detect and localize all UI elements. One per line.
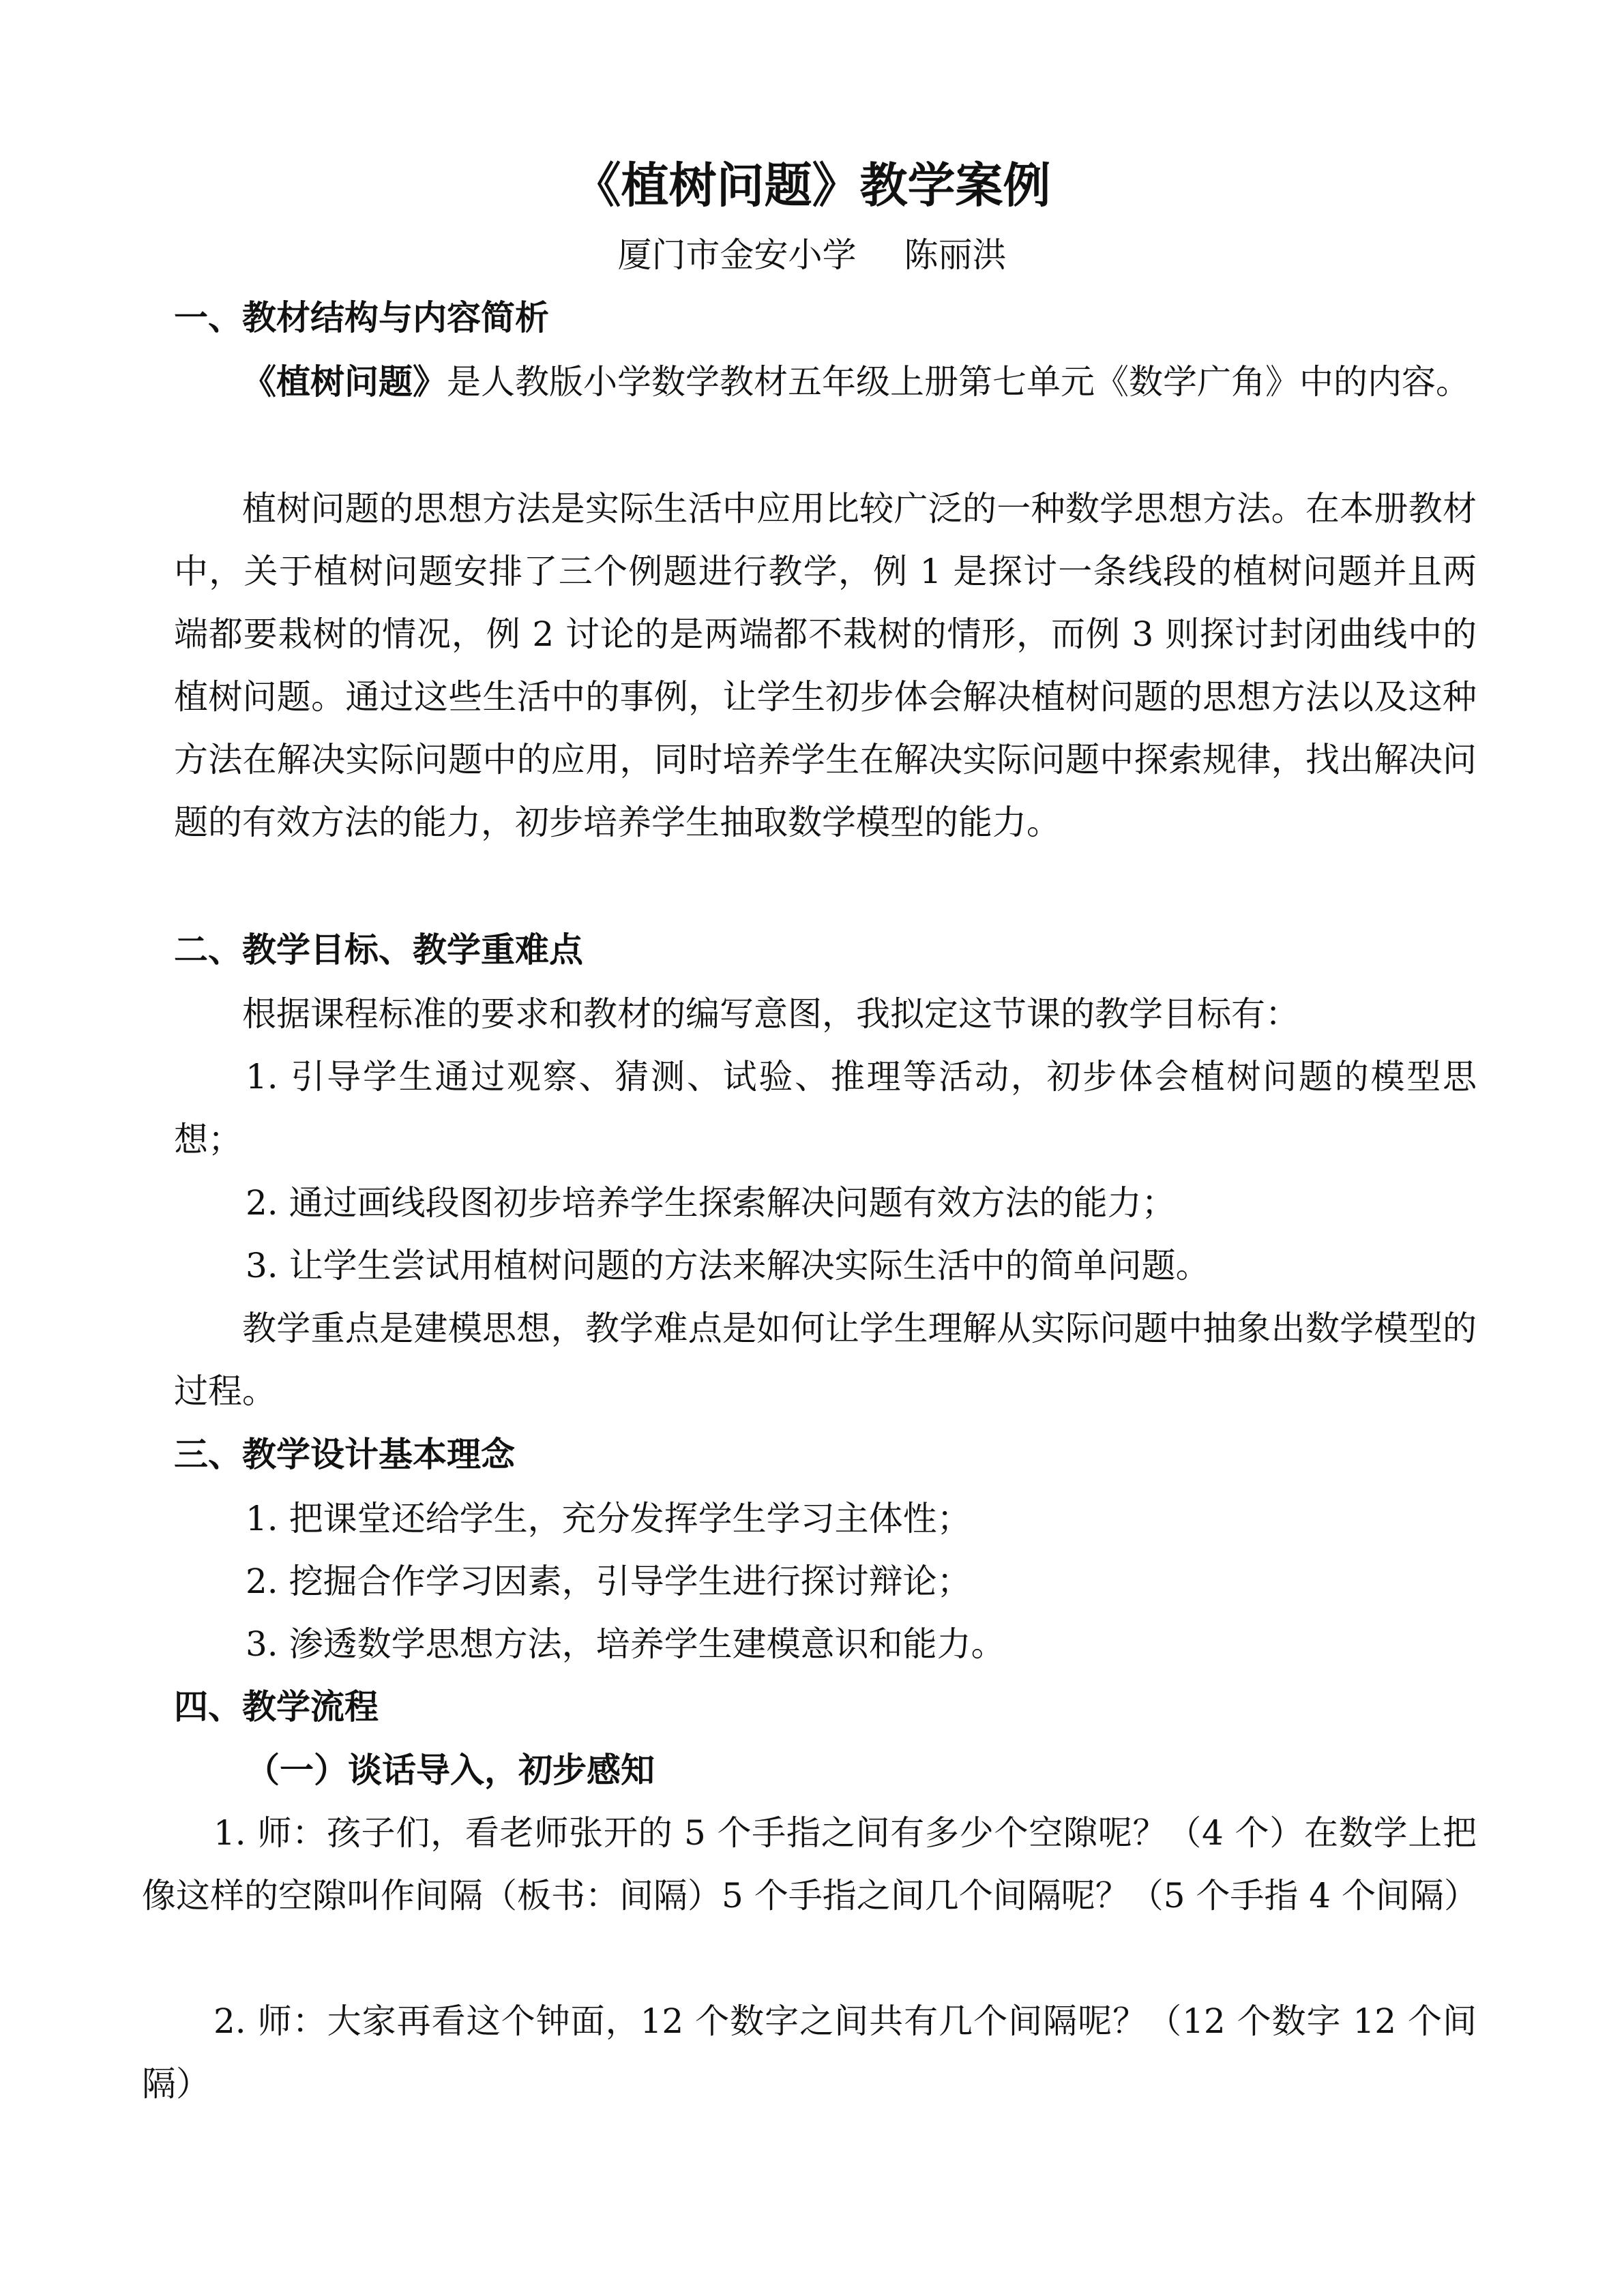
principle-1: 1. 把课堂还给学生，充分发挥学生学习主体性； bbox=[246, 1499, 971, 1538]
section-4-heading: 四、教学流程 bbox=[174, 1687, 379, 1727]
principle-2: 2. 挖掘合作学习因素，引导学生进行探讨辩论； bbox=[246, 1562, 971, 1601]
principle-3: 3. 渗透数学思想方法，培养学生建模意识和能力。 bbox=[246, 1624, 1005, 1664]
author-line bbox=[0, 229, 1624, 281]
subsection-1-heading: （一）谈话导入，初步感知 bbox=[246, 1750, 655, 1790]
section-1-paragraph-2: 植树问题的思想方法是实际生活中应用比较广泛的一种数学思想方法。在本册教材中，关于植树问题安排了三个例题进行教学，例 1 是探讨一条线段的植树问题并且两端都要栽树的情况，例 2 讨论的是两端都不栽树的情形，而例 3 则探讨封闭曲线中的植树问题。通过这些生活中的事例，让学生初步体会解决植树问题的思想方法以及这种方法在解决实际问题中的应用，同时培养学生在解决实际问题中探索规律，找出解决问题的有效方法的能力，初步培养学生抽取数学模型的能力。 bbox=[174, 489, 1477, 842]
goal-2: 2. 通过画线段图初步培养学生探索解决问题有效方法的能力； bbox=[246, 1183, 1176, 1223]
author-name: 陈丽洪 bbox=[904, 235, 1007, 275]
author-school: 厦门市金安小学 bbox=[617, 235, 857, 275]
teaching-step-2: 2. 师：大家再看这个钟面，12 个数字之间共有几个间隔呢？（12 个数字 12 个间隔） bbox=[142, 2001, 1477, 2104]
section-1-paragraph-1-text: 是人教版小学数学教材五年级上册第七单元《数学广角》中的内容。 bbox=[447, 362, 1470, 402]
book-title-bold: 《植树问题》 bbox=[242, 362, 447, 402]
key-points-paragraph: 教学重点是建模思想，教学难点是如何让学生理解从实际问题中抽象出数学模型的过程。 bbox=[174, 1309, 1477, 1411]
section-2-heading: 二、教学目标、教学重难点 bbox=[174, 930, 583, 970]
goal-1: 1. 引导学生通过观察、猜测、试验、推理等活动，初步体会植树问题的模型思想； bbox=[174, 1057, 1477, 1159]
section-1-paragraph-1 bbox=[174, 351, 1477, 413]
document-title: 《植树问题》教学案例 bbox=[573, 158, 1051, 213]
section-2-intro: 根据课程标准的要求和教材的编写意图，我拟定这节课的教学目标有： bbox=[242, 994, 1299, 1034]
section-1-heading: 一、教材结构与内容简析 bbox=[174, 298, 549, 338]
teaching-step-1: 1. 师：孩子们，看老师张开的 5 个手指之间有多少个空隙呢？（4 个）在数学上把像这样的空隙叫作间隔（板书：间隔）5 个手指之间几个间隔呢？（5 个手指 4 个间隔） bbox=[142, 1813, 1479, 1915]
goal-3: 3. 让学生尝试用植树问题的方法来解决实际生活中的简单问题。 bbox=[246, 1246, 1210, 1285]
section-3-heading: 三、教学设计基本理念 bbox=[174, 1435, 515, 1474]
